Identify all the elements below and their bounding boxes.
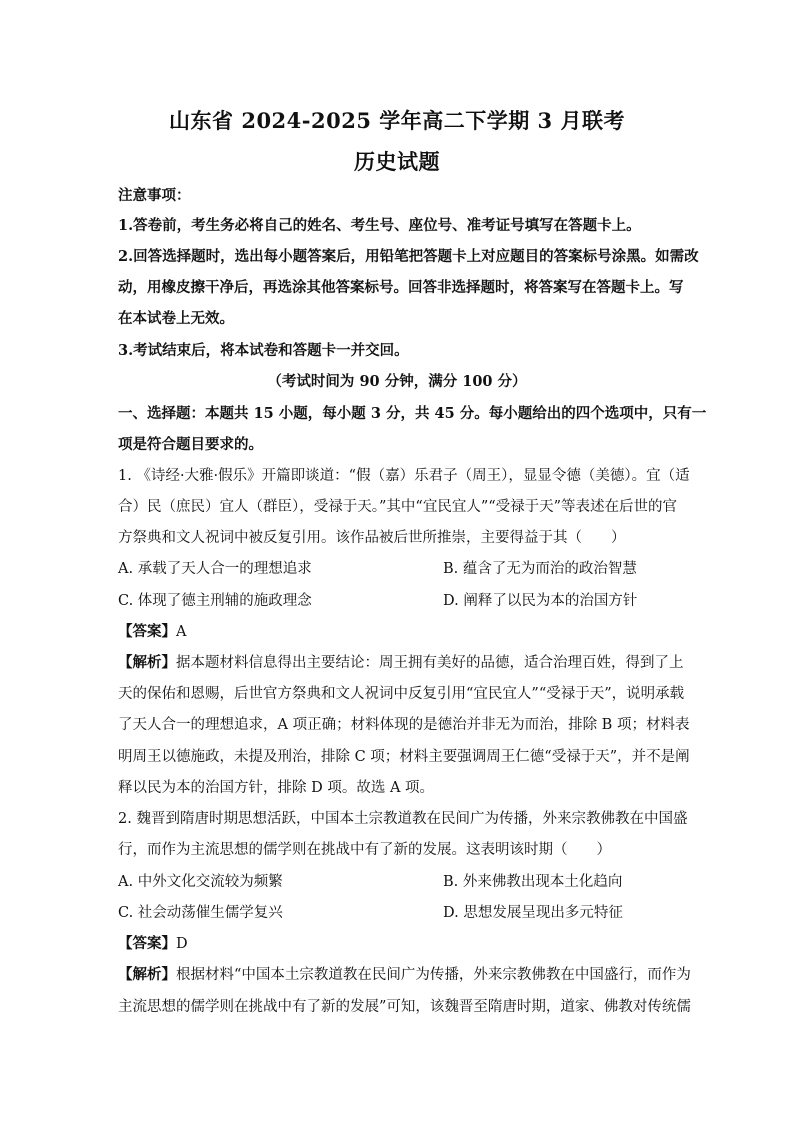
answer-value: A xyxy=(176,624,187,640)
analysis-text: 天的保佑和恩赐，后世官方祭典和文人祝词中反复引用“宜民宜人”“受禄于天”，说明承载 xyxy=(118,686,685,702)
analysis-line xyxy=(118,653,684,673)
notice-item: 1.答卷前，考生务必将自己的姓名、考生号、座位号、准考证号填写在答题卡上。 xyxy=(118,217,641,234)
analysis-text: 主流思想的儒学则在挑战中有了新的发展”可知，该魏晋至隋唐时期，道家、佛教对传统儒 xyxy=(118,999,691,1015)
analysis-line xyxy=(118,965,691,985)
question-stem: 合）民（庶民）宜人（群臣），受禄于天。”其中“宜民宜人”“受禄于天”等表述在后世的官 xyxy=(118,499,678,515)
option-c: C. 社会动荡催生儒学复兴 xyxy=(118,905,283,921)
notice-heading: 注意事项： xyxy=(118,187,191,204)
analysis-text: 根据材料“中国本土宗教道教在民间广为传播，外来宗教佛教在中国盛行，而作为 xyxy=(176,967,691,983)
option-a: A. 承载了天人合一的理想追求 xyxy=(118,561,312,577)
question-stem: 2. 魏晋到隋唐时期思想活跃，中国本土宗教道教在民间广为传播，外来宗教佛教在中国盛 xyxy=(118,811,688,827)
answer-tag: 【答案】 xyxy=(118,623,176,640)
option-b: B. 外来佛教出现本土化趋向 xyxy=(443,874,623,890)
analysis-text: 据本题材料信息得出主要结论：周王拥有美好的品德，适合治理百姓，得到了上 xyxy=(176,655,684,671)
section-heading: 一、选择题：本题共 15 小题，每小题 3 分，共 45 分。每小题给出的四个选项中，只有一 xyxy=(118,405,707,422)
analysis-text: 明周王以德施政，未提及刑治，排除 C 项；材料主要强调周王仁德“受禄于天”，并不是阐 xyxy=(118,749,690,765)
analysis-tag: 【解析】 xyxy=(118,654,176,671)
notice-item: 在本试卷上无效。 xyxy=(118,310,234,327)
notice-item: 3.考试结束后，将本试卷和答题卡一并交回。 xyxy=(118,342,409,359)
notice-item: 2.回答选择题时，选出每小题答案后，用铅笔把答题卡上对应题目的答案标号涂黑。如需改 xyxy=(118,248,699,265)
option-b: B. 蕴含了无为而治的政治智慧 xyxy=(443,561,637,577)
page-subtitle: 历史试题 xyxy=(354,149,440,174)
question-stem: 行，而作为主流思想的儒学则在挑战中有了新的发展。这表明该时期（ ） xyxy=(118,842,611,858)
option-c: C. 体现了德主刑辅的施政理念 xyxy=(118,593,312,609)
analysis-text: 释以民为本的治国方针，排除 D 项。故选 A 项。 xyxy=(118,780,435,796)
answer-tag: 【答案】 xyxy=(118,935,176,952)
option-d: D. 阐释了以民为本的治国方针 xyxy=(443,593,638,609)
analysis-tag: 【解析】 xyxy=(118,966,176,983)
answer-value: D xyxy=(176,936,188,952)
answer-line xyxy=(118,622,678,642)
answer-line xyxy=(118,934,678,954)
option-d: D. 思想发展呈现出多元特征 xyxy=(443,905,623,921)
analysis-text: 了天人合一的理想追求，A 项正确；材料体现的是德治并非无为而治，排除 B 项；材料表 xyxy=(118,717,690,733)
question-stem: 1. 《诗经·大雅·假乐》开篇即谈道：“假（嘉）乐君子（周王），显显令德（美德）。宜（适 xyxy=(118,468,690,484)
notice-item: 动，用橡皮擦干净后，再选涂其他答案标号。回答非选择题时，将答案写在答题卡上。写 xyxy=(118,279,684,296)
option-a: A. 中外文化交流较为频繁 xyxy=(118,874,283,890)
page-title: 山东省 2024-2025 学年高二下学期 3 月联考 xyxy=(169,108,625,133)
question-stem: 方祭典和文人祝词中被反复引用。该作品被后世所推崇，主要得益于其（ ） xyxy=(118,530,626,546)
section-heading: 项是符合题目要求的。 xyxy=(118,436,263,453)
time-note: （考试时间为 90 分钟，满分 100 分） xyxy=(267,373,527,390)
